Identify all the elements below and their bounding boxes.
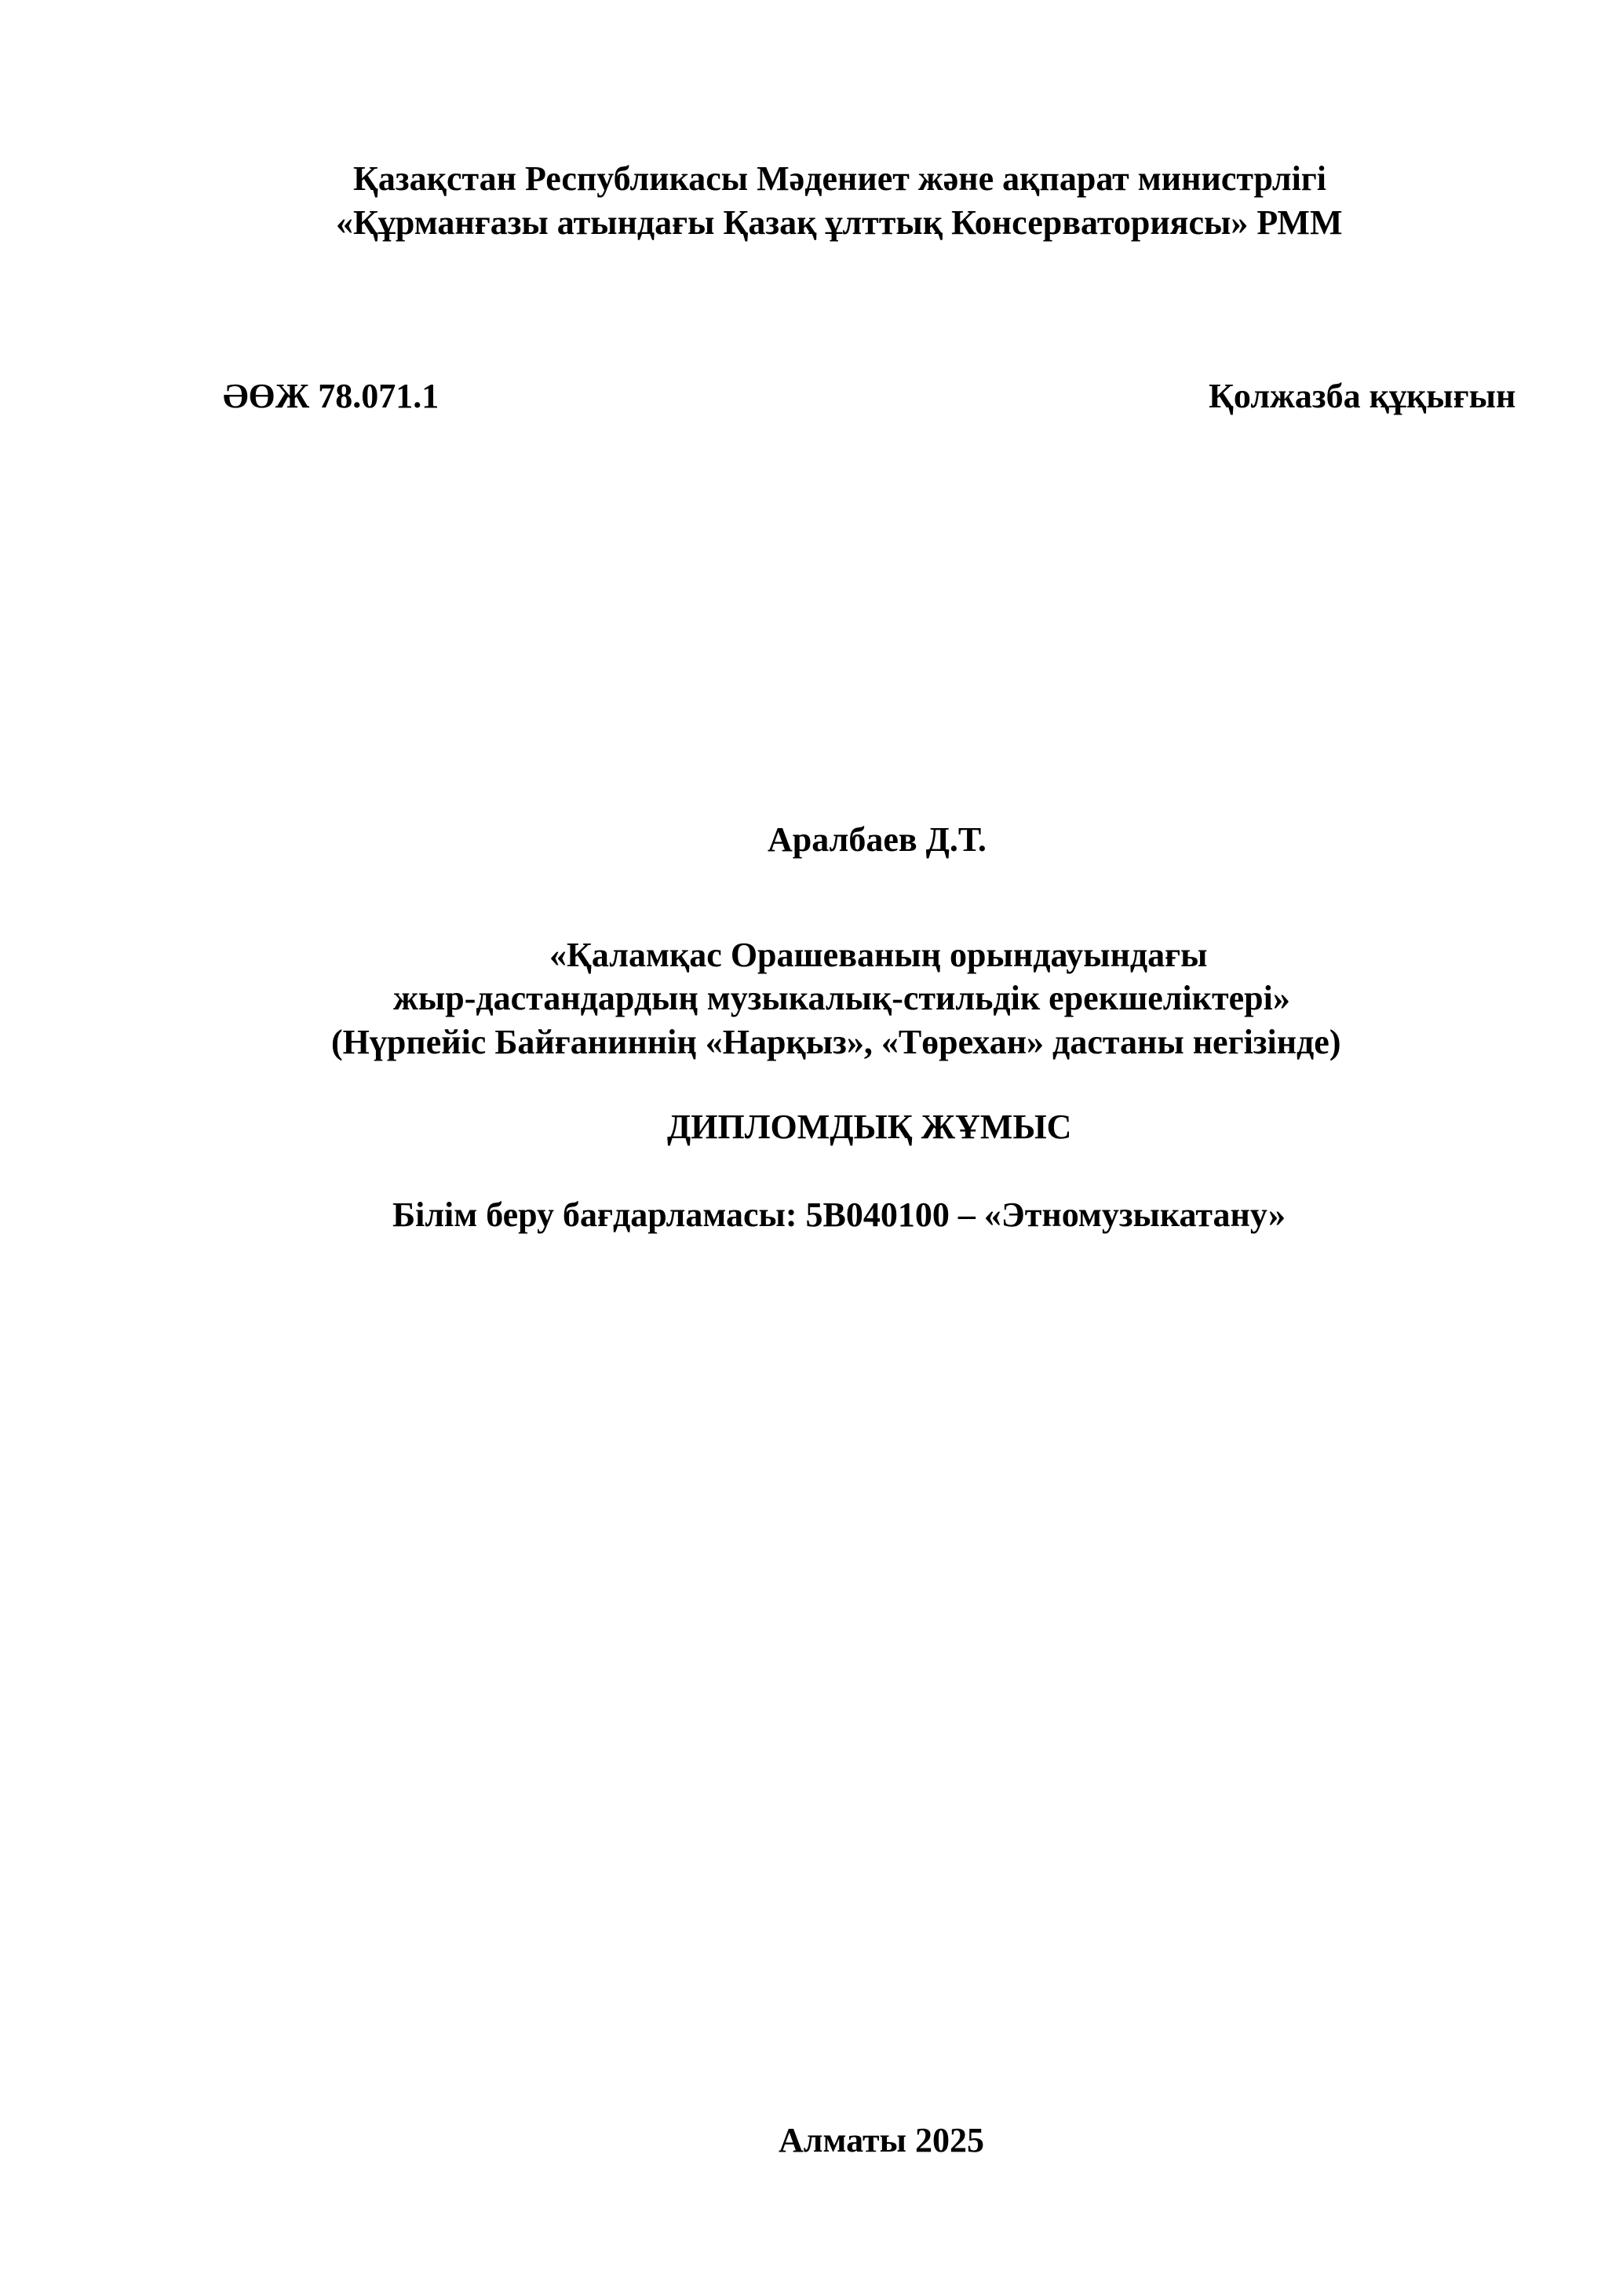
city-year: Алматы 2025	[779, 2121, 984, 2159]
author-name: Аралбаев Д.Т.	[768, 820, 987, 859]
udc-code: ӘӨЖ 78.071.1	[223, 377, 439, 415]
thesis-title-line-1: «Қаламқас Орашеваның орындауындағы	[549, 936, 1208, 974]
ministry-name: Қазақстан Республикасы Мәдениет және ақпарат министрлігі	[353, 159, 1326, 198]
thesis-title-line-2: жыр-дастандардың музыкалық-стильдік ерекшеліктері»	[393, 979, 1290, 1017]
work-type: ДИПЛОМДЫҚ ЖҰМЫС	[667, 1108, 1072, 1146]
education-program: Білім беру бағдарламасы: 5В040100 – «Этномузыкатану»	[392, 1195, 1286, 1234]
manuscript-rights: Қолжазба құқығын	[1209, 377, 1516, 415]
thesis-title-line-3: (Нүрпейіс Байғаниннің «Нарқыз», «Төрехан» дастаны негізінде)	[331, 1023, 1341, 1061]
conservatory-name: «Құрманғазы атындағы Қазақ ұлттық Консерваториясы» РММ	[336, 203, 1343, 242]
